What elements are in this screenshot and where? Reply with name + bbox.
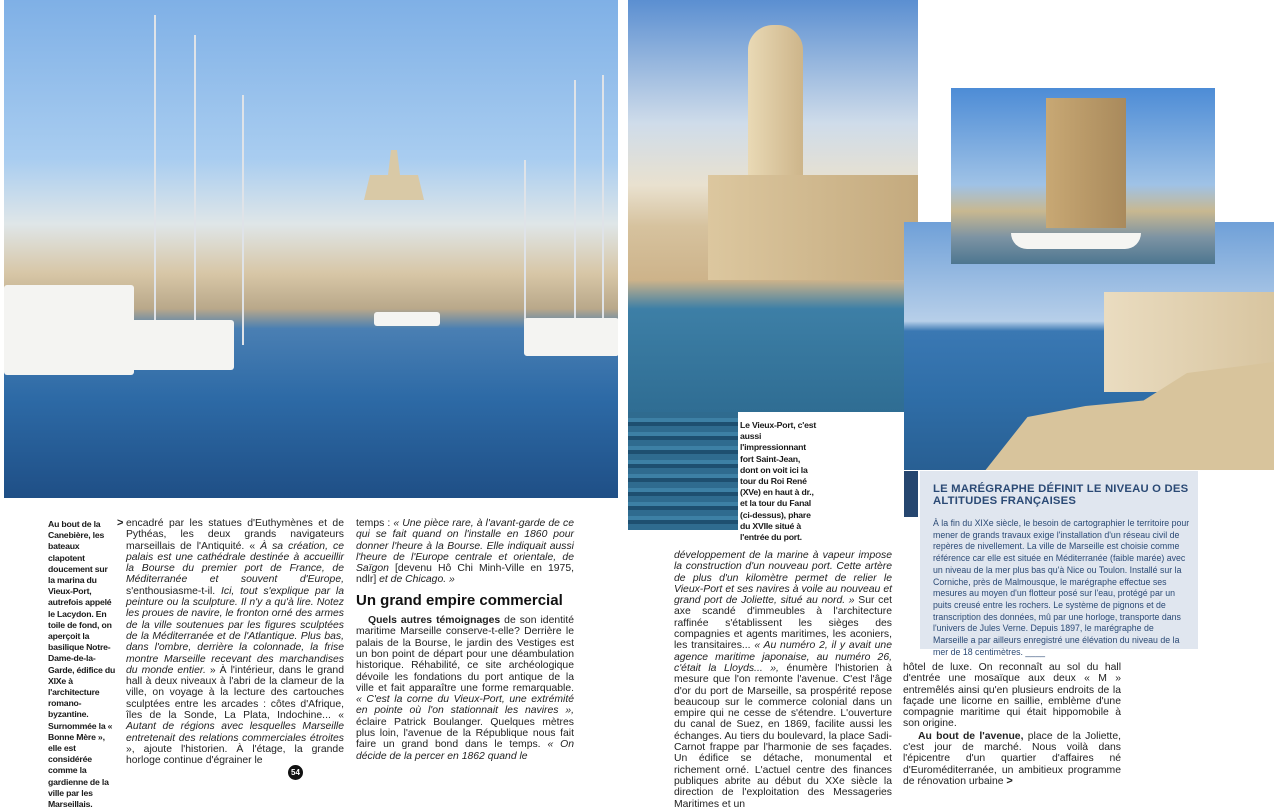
text: » À l'intérieur, dans le grand hall à deux niveaux à l'abri de la clameur de la ville, on voyage à la lecture des cartouches sculptées entre les arcades : côtes d'Afrique, îles de la Sonde, La Plata, Indochine... « <box>126 664 344 722</box>
mast <box>602 75 604 350</box>
quote: Autant de régions avec lesquelles Marseille entretenait des relations commerciales étroites <box>126 721 344 744</box>
mast <box>194 35 196 345</box>
photo-water <box>628 412 738 530</box>
quote: et de Chicago. » <box>379 574 455 586</box>
text: [devenu Hô Chi Minh-Ville en 1975, ndlr] <box>356 563 574 586</box>
box-title: LE MARÉGRAPHE DÉFINIT LE NIVEAU O DES ALTITUDES FRANÇAISES <box>933 483 1189 507</box>
article-column-2 <box>356 518 574 762</box>
maregraphe-box <box>920 471 1198 657</box>
fanal-tower-shape <box>748 25 803 180</box>
caption-vieux-port: Au bout de la Canebière, les bateaux clapotent doucement sur la marina du Vieux-Port, autrefois appelé le Lacydon. En toile de fond, on aperçoit la basilique Notre-Dame-de-la-Garde, édifice du XIXe à l'architecture romano-byzantine. Surnommée la « Bonne Mère », elle est considérée comme la gardienne de la ville par les Marseillais. <box>48 519 116 810</box>
article-column-4 <box>903 662 1121 787</box>
article-column-3 <box>674 550 892 810</box>
photo-vieux-port <box>4 0 618 498</box>
mast <box>242 95 244 345</box>
quote: « Une pièce rare, à l'avant-garde de ce qui se fait quand on l'installe en 1860 pour donner l'heure à la Bourse. Elle indiquait aussi l'heure de l'Europe centrale et orientale, de Saïgon <box>356 518 574 575</box>
continue-marker: > <box>117 517 124 529</box>
lead-in: Au bout de l'avenue, <box>918 730 1024 742</box>
box-body: À la fin du XIXe siècle, le besoin de cartographier le territoire pour mener de grands travaux exige l'installation d'un réseau civil de repères de nivellement. La ville de Marseille est choisie comme référence car elle est située en Méditerranée (faible marée) avec un niveau de la mer plus bas qu'à Nice ou Toulon. Installé sur la Corniche, près de Malmousque, le marégraphe effectue ses mesures au moyen d'un flotteur posé sur l'eau, protégé par un puits creusé entre les rochers. Le système de pignons et de transcription des données, mû par une horloge, transporte dans l'univers de Jules Verne. Depuis 1897, le marégraphe de Marseille a par ailleurs enregistré une élévation du niveau de la mer de 18 centimètres. ____ <box>933 518 1190 657</box>
quote: À sa création, ce palais est une cathédrale destinée à accueillir la Bourse du premier port de France, de Méditerranée et souvent d'Europe, <box>126 540 344 586</box>
text: », ajoute l'historien. À l'étage, la grande horloge continue d'égrainer le <box>126 743 344 767</box>
quote: « On décide de la percer en 1862 quand le <box>356 739 574 762</box>
boat <box>374 312 440 326</box>
keep-shape <box>1046 98 1126 228</box>
text: de son identité maritime Marseille conserve-t-elle? Derrière le palais de la Bourse, le jardin des Vestiges est un bon point de départ pour une déambulation historique. Réhabilité, ce site archéologique dévoile les fondations du port antique de la ville et fait apparaître une forme remarquable. <box>356 615 574 694</box>
quote: Ici, tout s'explique par la peinture ou la sculpture. Il n'y a qu'à lire. Notez les proues de navire, le fronton orné des armes de la ville soutenues par les figures sculptées de la Méditerranée et de l'Atlantique. Plus bas, dans l'ombre, derrière la colonnade, la frise montre Marseille recevant des marchandises du monde entier. <box>126 585 344 676</box>
page-number: 54 <box>288 765 303 780</box>
boat <box>114 320 234 370</box>
photo-tour-roi-rene <box>951 88 1215 264</box>
photo-fort-saint-jean <box>628 0 918 412</box>
section-heading: Un grand empire commercial <box>356 591 563 609</box>
article-column-1 <box>126 518 344 767</box>
text: Sur cet axe scandé d'immeubles à l'architecture raffinée s'établissent les sièges des compagnies et agents maritimes, les aconiers, les transitaires... <box>674 595 892 652</box>
basilica-shape <box>364 150 424 200</box>
box-accent-bar <box>904 471 918 517</box>
text: place de la Joliette, c'est jour de marché. Nous voilà dans l'épicentre d'un quartier d'affaires né d'Euroméditerranée, un ambitieux programme de rénovation urbaine <box>903 730 1121 787</box>
text: encadré par les statues d'Euthymènes et de Pythéas, les deux grands navigateurs marseillais de l'Antiquité. « <box>126 518 344 552</box>
boat <box>524 318 618 356</box>
text: s'enthousiasme-t-il. <box>126 585 216 597</box>
text: énumère l'historien à mesure que l'on remonte l'avenue. C'est l'âge d'or du port de Marseille, sa prospérité repose beaucoup sur le commerce colonial dans un empire qui ne cesse de s'étendre. L'ouverture du canal de Suez, en 1869, facilite aussi les échanges. Au tiers du boulevard, la place Sadi-Carnot frappe par l'harmonie de ses façades. Un édifice se détache, monumental et richement orné. L'actuel centre des finances publiques abrite au début du XXe siècle la direction de l'exploitation des Messageries Maritimes et un <box>674 662 892 810</box>
next-page-marker: > <box>1006 774 1013 787</box>
quote: développement de la marine à vapeur impose la construction d'un nouveau port. Cette artère de plus d'un kilomètre permet de relier le Vieux-Port et ses navires à voile au nouveau et grand port de Joliette, situé au nord. » <box>674 550 892 607</box>
mast <box>574 80 576 350</box>
text: temps : <box>356 518 391 529</box>
quote: « Au numéro 2, il y avait une agence maritime japonaise, au numéro 26, c'était la Lloyds... », <box>674 640 892 674</box>
text: hôtel de luxe. On reconnaît au sol du hall d'entrée une mosaïque aux deux « M » entremêlés ainsi qu'en plusieurs endroits de la façade une licorne en saillie, emblème d'une compagnie maritime qui était hippomobile à son origine. <box>903 662 1121 730</box>
mast <box>154 15 156 345</box>
sailboat-hull-shape <box>1011 233 1141 249</box>
text: éclaire Patrick Boulanger. Quelques mètres plus loin, l'avenue de la République nous fait faire un grand bond dans le temps. <box>356 716 574 751</box>
fort-wall-shape <box>708 175 918 280</box>
quote: « C'est la corne du Vieux-Port, une extrémité en pointe où l'on stationnait les navires », <box>356 694 574 717</box>
caption-fort-saint-jean: Le Vieux-Port, c'est aussi l'impressionnant fort Saint-Jean, dont on voit ici la tour du Roi René (XVe) en haut à dr., et la tour du Fanal (ci-dessus), phare du XVIIe situé à l'entrée du port. <box>740 420 817 543</box>
lead-in: Quels autres témoignages <box>368 615 501 627</box>
